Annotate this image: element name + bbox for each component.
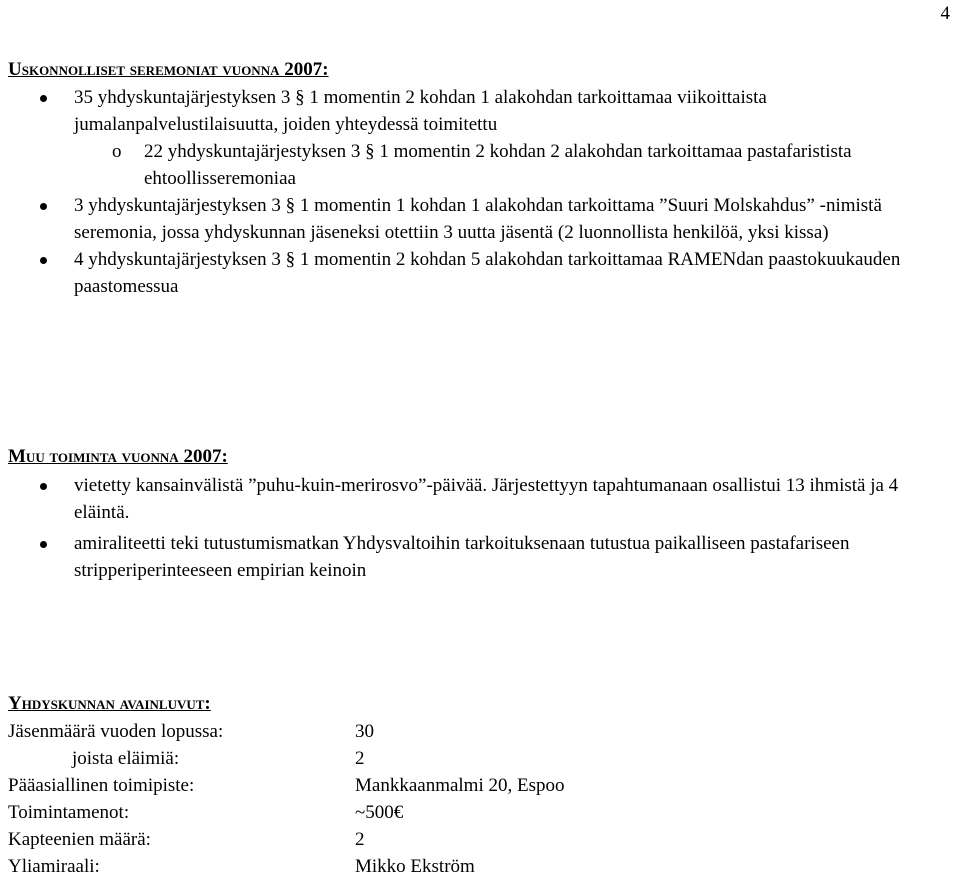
ceremonies-list bbox=[0, 84, 940, 300]
heading-text: Yhdyskunnan avainluvut: bbox=[8, 693, 211, 714]
list-item-text: 35 yhdyskuntajärjestyksen 3 § 1 momentin 2 kohdan 1 alakohdan tarkoittamaa viikoittaista jumalanpalvelustilaisuutta, joiden yhteydessä toimitettu bbox=[74, 87, 767, 135]
heading-year: 2007: bbox=[183, 446, 228, 467]
row-value: 30 bbox=[355, 721, 374, 742]
list-item-text: 4 yhdyskuntajärjestyksen 3 § 1 momentin 2 kohdan 5 alakohdan tarkoittamaa RAMENdan paastokuukauden paastomessua bbox=[74, 249, 901, 297]
row-label: Yliamiraali: bbox=[8, 856, 100, 877]
bullet-icon bbox=[40, 483, 47, 490]
section-heading-key-figures bbox=[8, 690, 211, 717]
list-item bbox=[0, 84, 940, 192]
bullet-icon bbox=[40, 257, 47, 264]
section-heading-ceremonies bbox=[8, 56, 329, 83]
row-value: Mikko Ekström bbox=[355, 856, 475, 877]
bullet-icon bbox=[40, 541, 47, 548]
row-label: Toimintamenot: bbox=[8, 802, 130, 823]
list-item-text: 3 yhdyskuntajärjestyksen 3 § 1 momentin 1 kohdan 1 alakohdan tarkoittama ”Suuri Molskahdus” -nimistä seremonia, jossa yhdyskunnan jäseneksi otettiin 3 uutta jäsentä (2 luonnollista henkilöä, yksi kissa) bbox=[74, 195, 882, 243]
row-label: Jäsenmäärä vuoden lopussa: bbox=[8, 721, 224, 742]
page-number: 4 bbox=[940, 3, 950, 24]
circle-bullet-icon: o bbox=[112, 141, 122, 162]
list-item-text: amiraliteetti teki tutustumismatkan Yhdysvaltoihin tarkoituksenaan tutustua paikalliseen pastafariseen stripperiperinteeseen empirian keinoin bbox=[74, 533, 850, 581]
row-label: Kapteenien määrä: bbox=[8, 829, 151, 850]
bullet-icon bbox=[40, 95, 47, 102]
section-heading-other-activities bbox=[8, 443, 228, 470]
list-item bbox=[0, 246, 940, 300]
row-value: 2 bbox=[355, 748, 365, 769]
row-value: ~500€ bbox=[355, 802, 404, 823]
row-label: Pääasiallinen toimipiste: bbox=[8, 775, 195, 796]
heading-text: Uskonnolliset seremoniat vuonna bbox=[8, 59, 280, 80]
sub-list-item bbox=[0, 138, 940, 192]
activities-list bbox=[0, 472, 940, 584]
bullet-icon bbox=[40, 203, 47, 210]
row-value: Mankkaanmalmi 20, Espoo bbox=[355, 775, 565, 796]
sub-list-item-text: 22 yhdyskuntajärjestyksen 3 § 1 momentin 2 kohdan 2 alakohdan tarkoittamaa pastafaristista ehtoollisseremoniaa bbox=[144, 141, 852, 189]
heading-year: 2007: bbox=[284, 59, 329, 80]
list-item bbox=[0, 530, 940, 584]
row-value: 2 bbox=[355, 829, 365, 850]
list-item-text: vietetty kansainvälistä ”puhu-kuin-merirosvo”-päivää. Järjestettyyn tapahtumanaan osallistui 13 ihmistä ja 4 eläintä. bbox=[74, 475, 899, 523]
heading-text: Muu toiminta vuonna bbox=[8, 446, 179, 467]
list-item bbox=[0, 472, 940, 526]
list-item bbox=[0, 192, 940, 246]
row-label: joista eläimiä: bbox=[72, 748, 180, 769]
